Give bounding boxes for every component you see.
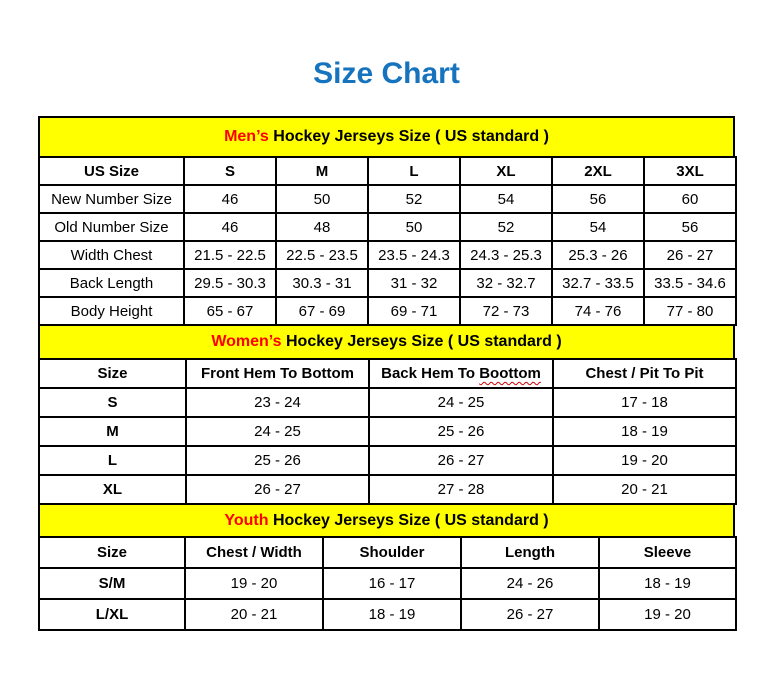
table-row: [39, 185, 736, 213]
table-cell: 20 - 21: [185, 599, 323, 630]
table-cell: 30.3 - 31: [276, 269, 368, 297]
table-cell: 52: [460, 213, 552, 241]
row-label-cell: M: [39, 417, 186, 446]
table-cell: 60: [644, 185, 736, 213]
table-cell: 65 - 67: [184, 297, 276, 325]
table-cell: 18 - 19: [553, 417, 736, 446]
table-cell: 26 - 27: [644, 241, 736, 269]
womens-label-highlight: Women’s: [211, 333, 282, 350]
table-cell: 24.3 - 25.3: [460, 241, 552, 269]
row-label-cell: Old Number Size: [39, 213, 184, 241]
column-header-cell: M: [276, 157, 368, 185]
table-cell: 54: [460, 185, 552, 213]
table-cell: 26 - 27: [186, 475, 369, 504]
column-header-cell-misspelled: [369, 359, 553, 388]
table-row: [39, 599, 736, 630]
misspelled-word-squiggle: Boottom: [479, 365, 541, 382]
table-cell: 32 - 32.7: [460, 269, 552, 297]
table-row: [39, 388, 736, 417]
column-header-cell: Front Hem To Bottom: [186, 359, 369, 388]
table-cell: 26 - 27: [461, 599, 599, 630]
table-cell: 22.5 - 23.5: [276, 241, 368, 269]
row-label-cell: New Number Size: [39, 185, 184, 213]
table-cell: 74 - 76: [552, 297, 644, 325]
column-header-cell: Size: [39, 537, 185, 568]
womens-section-header: [38, 324, 735, 360]
womens-header-row: [39, 359, 736, 388]
column-header-cell: Length: [461, 537, 599, 568]
column-header-cell: Shoulder: [323, 537, 461, 568]
table-cell: 24 - 25: [186, 417, 369, 446]
mens-label-rest: Hockey Jerseys Size ( US standard ): [268, 128, 549, 145]
table-cell: 20 - 21: [553, 475, 736, 504]
table-row: [39, 417, 736, 446]
table-cell: 21.5 - 22.5: [184, 241, 276, 269]
column-header-cell: Chest / Width: [185, 537, 323, 568]
column-header-cell: Sleeve: [599, 537, 736, 568]
table-cell: 77 - 80: [644, 297, 736, 325]
table-row: [39, 269, 736, 297]
table-cell: 18 - 19: [323, 599, 461, 630]
size-chart-page: [38, 0, 735, 631]
table-cell: 19 - 20: [553, 446, 736, 475]
table-cell: 46: [184, 185, 276, 213]
table-cell: 16 - 17: [323, 568, 461, 599]
table-cell: 31 - 32: [368, 269, 460, 297]
table-cell: 18 - 19: [599, 568, 736, 599]
table-cell: 24 - 25: [369, 388, 553, 417]
row-label-cell: Body Height: [39, 297, 184, 325]
row-label-cell: L: [39, 446, 186, 475]
column-header-cell: S: [184, 157, 276, 185]
table-cell: 25 - 26: [369, 417, 553, 446]
table-cell: 52: [368, 185, 460, 213]
youth-header-row: [39, 537, 736, 568]
table-cell: 56: [552, 185, 644, 213]
table-row: [39, 213, 736, 241]
womens-section: [38, 324, 735, 505]
column-header-cell: XL: [460, 157, 552, 185]
table-cell: 67 - 69: [276, 297, 368, 325]
row-label-cell: S/M: [39, 568, 185, 599]
column-header-cell: 3XL: [644, 157, 736, 185]
row-label-cell: S: [39, 388, 186, 417]
youth-label-rest: Hockey Jerseys Size ( US standard ): [268, 512, 549, 529]
table-cell: 56: [644, 213, 736, 241]
table-cell: 19 - 20: [599, 599, 736, 630]
mens-label-highlight: Men’s: [224, 128, 269, 145]
row-label-cell: XL: [39, 475, 186, 504]
youth-section: [38, 503, 735, 631]
table-cell: 69 - 71: [368, 297, 460, 325]
table-cell: 27 - 28: [369, 475, 553, 504]
table-cell: 29.5 - 30.3: [184, 269, 276, 297]
table-cell: 23 - 24: [186, 388, 369, 417]
table-row: [39, 475, 736, 504]
table-row: [39, 446, 736, 475]
womens-size-table: [38, 358, 737, 505]
column-header-cell: 2XL: [552, 157, 644, 185]
table-cell: 26 - 27: [369, 446, 553, 475]
row-label-cell: Width Chest: [39, 241, 184, 269]
table-cell: 32.7 - 33.5: [552, 269, 644, 297]
mens-section: [38, 116, 735, 326]
mens-section-header: [38, 116, 735, 158]
table-cell: 72 - 73: [460, 297, 552, 325]
womens-label-rest: Hockey Jerseys Size ( US standard ): [281, 333, 562, 350]
table-cell: 54: [552, 213, 644, 241]
column-header-cell: Size: [39, 359, 186, 388]
table-cell: 50: [368, 213, 460, 241]
column-header-cell: Chest / Pit To Pit: [553, 359, 736, 388]
table-cell: 33.5 - 34.6: [644, 269, 736, 297]
header-text: Back Hem To: [381, 365, 480, 382]
youth-label-highlight: Youth: [224, 512, 269, 529]
table-row: [39, 568, 736, 599]
table-cell: 25 - 26: [186, 446, 369, 475]
table-cell: 46: [184, 213, 276, 241]
table-cell: 17 - 18: [553, 388, 736, 417]
column-header-cell: L: [368, 157, 460, 185]
row-label-cell: Back Length: [39, 269, 184, 297]
row-label-cell: L/XL: [39, 599, 185, 630]
youth-section-header: [38, 503, 735, 538]
table-cell: 25.3 - 26: [552, 241, 644, 269]
page-title: Size Chart: [313, 57, 460, 90]
table-cell: 24 - 26: [461, 568, 599, 599]
mens-size-table: [38, 156, 737, 326]
table-cell: 23.5 - 24.3: [368, 241, 460, 269]
table-row: [39, 297, 736, 325]
table-cell: 48: [276, 213, 368, 241]
youth-size-table: [38, 536, 737, 631]
table-cell: 50: [276, 185, 368, 213]
mens-header-row: [39, 157, 736, 185]
column-header-cell: US Size: [39, 157, 184, 185]
table-row: [39, 241, 736, 269]
table-cell: 19 - 20: [185, 568, 323, 599]
